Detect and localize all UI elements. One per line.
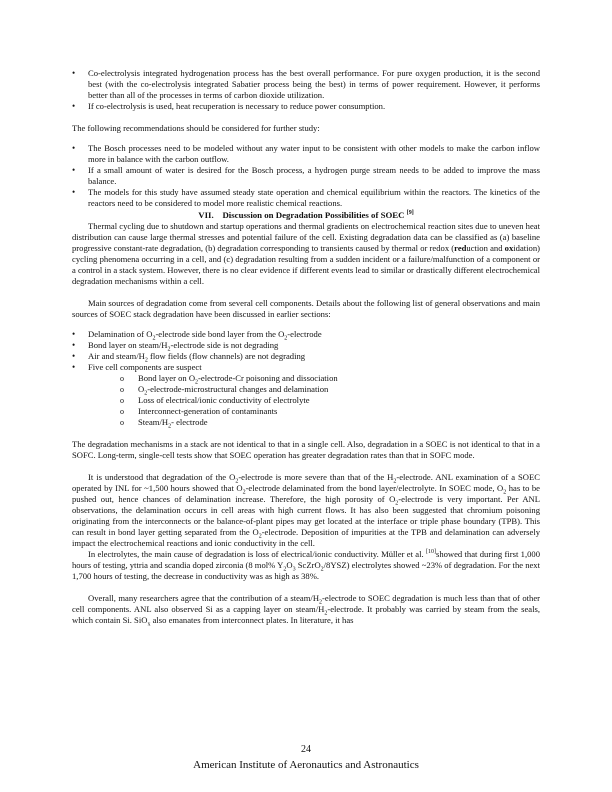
paragraph: In electrolytes, the main cause of degradation is loss of electrical/ionic conductivity. Müller et al. [10]showed that during first 1,000 hours of testing, yttria and scandia doped zirconia (8 mol% $Y_2O_3$ ScZrO$_2$/8YSZ) electrolytes showed ~23% of degradation. For the next 1,700 hours of testing, the decrease in conductivity was as high as 38%. bbox=[72, 549, 540, 581]
list-item: • Delamination of $O_2$-electrode side bond layer from the $O_2$-electrode bbox=[72, 329, 540, 340]
paragraph: It is understood that degradation of the $O_2$-electrode is more severe than that of the $H_2$-electrode. ANL examination of a SOEC operated by INL for ~1,500 hours showed that $O_2$-electrode delaminated from the bond layer/electrolyte. In SOEC mode, $O_2$ has to be pushed out, hence chances of delamination increase. Therefore, the high porosity of $O_2$-electrode is very important. Per ANL observations, the delamination occurs in cell areas with high current flows. It has also been suggested that chromium poisoning originating from the interconnects or the balance-of-plant pipes may get located at the interface or triple phase boundary (TPB). This can result in bond layer getting separated from the $O_2$-electrode. Deposition of impurities at the TPB and delamination can adversely impact the electrochemical reactions and ionic conductivity in the cell. bbox=[72, 472, 541, 548]
paragraph: Overall, many researchers agree that the contribution of a steam/$H_2$-electrode to SOEC degradation is much less than that of other cell components. ANL also observed Si as a capping layer on steam/$H_2$-electrode. It probably was carried by steam from the seals, which contain Si. SiO$_x$ also emanates from interconnect plates. In literature, it has bbox=[72, 593, 540, 628]
list-item: o Interconnect-generation of contaminants bbox=[120, 406, 540, 417]
footer-organization: American Institute of Aeronautics and Astronautics bbox=[193, 759, 419, 771]
list-item: • Bond layer on steam/$H_2$-electrode side is not degrading bbox=[72, 340, 540, 351]
citation-ref: [10] bbox=[425, 549, 436, 556]
section-number: VII. bbox=[198, 210, 214, 220]
list-item: o $O_2-electrode$-microstructural changes and delamination bbox=[120, 384, 540, 395]
paragraph: The degradation mechanisms in a stack are not identical to that in a single cell. Also, degradation in a SOEC is not identical to that in a SOFC. Long-term, single-cell tests show that SOEC operation has greater degradation rates than that in SOFC mode. bbox=[72, 439, 540, 460]
list-item: o Steam/$H_2-$ electrode bbox=[120, 417, 540, 428]
conclusions-list bbox=[72, 68, 540, 112]
list-item: • Air and steam/$H_2$ flow fields (flow channels) are not degrading bbox=[72, 351, 540, 362]
list-item: • If a small amount of water is desired for the Bosch process, a hydrogen purge stream needs to be added to improve the mass balance. bbox=[72, 165, 540, 187]
citation-ref: [9] bbox=[406, 210, 414, 217]
list-item: • The models for this study have assumed steady state operation and chemical equilibrium within the reactors. The kinetics of the reactors need to be considered to model more realistic chemical reactions. bbox=[72, 187, 540, 209]
list-item: o Bond layer on $O_2-electrode-Cr$ poisoning and dissociation bbox=[120, 373, 540, 384]
list-item: • The Bosch processes need to be modeled without any water input to be consistent with other models to make the carbon inflow more in balance with the carbon outflow. bbox=[72, 143, 540, 165]
paragraph: Thermal cycling due to shutdown and startup operations and thermal gradients on electrochemical reaction sites due to uneven heat distribution can cause large thermal stresses and potential failure of the cell. Existing degradation data can be classified as (a) baseline progressive constant-rate degradation, (b) degradation corresponding to transients caused by thermal or redox (reduction and oxidation) cycling phenomena occurring in a cell, and (c) degradation resulting from a sudden incident or a failure/malfunction of a component or a control in a stack system. However, there is no clear evidence if different events lead to similar or drastically different electrochemical degradation mechanisms within a cell. bbox=[72, 221, 540, 286]
section-heading bbox=[72, 209, 540, 221]
paragraph: Main sources of degradation come from several cell components. Details about the following list of general observations and main sources of SOEC stack degradation have been discussed in earlier sections: bbox=[72, 298, 540, 319]
section-title: Discussion on Degradation Possibilities of SOEC bbox=[222, 210, 405, 220]
list-item: • Five cell components are suspect o Bond layer on $O_2-electrode-Cr$ poisoning and dissociation o $O_2-electrode$-microstructural changes and delamination o Loss of electrical/ionic conductivity of electrolyte o Interconnect-generation of contaminants o Steam/$H_2-$ electrode bbox=[72, 362, 540, 428]
page-body bbox=[72, 68, 540, 626]
suspect-components-list bbox=[88, 373, 540, 428]
recommendations-list bbox=[72, 143, 540, 209]
observations-list bbox=[72, 329, 540, 428]
recommendations-intro: The following recommendations should be considered for further study: bbox=[72, 123, 320, 133]
list-item: o Loss of electrical/ionic conductivity of electrolyte bbox=[120, 395, 540, 406]
list-item: • Co-electrolysis integrated hydrogenation process has the best overall performance. For pure oxygen production, it is the second best (with the co-electrolysis integrated Sabatier process being the best) in terms of power requirement. However, it performs better than all of the processes in terms of carbon dioxide utilization. bbox=[72, 68, 540, 101]
list-item: • If co-electrolysis is used, heat recuperation is necessary to reduce power consumption. bbox=[72, 101, 540, 112]
page-number: 24 bbox=[301, 744, 311, 755]
